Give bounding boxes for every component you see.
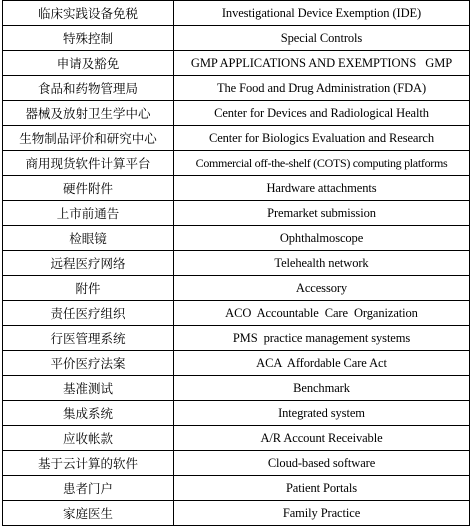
chinese-term: 附件 [3,276,174,301]
table-row [3,51,470,76]
english-term: GMP APPLICATIONS AND EXEMPTIONS GMP [174,51,470,76]
english-term: Integrated system [174,401,470,426]
table-row [3,76,470,101]
table-row [3,201,470,226]
english-term: Accessory [174,276,470,301]
chinese-term: 食品和药物管理局 [3,76,174,101]
english-term: Cloud-based software [174,451,470,476]
table-row [3,301,470,326]
english-term: A/R Account Receivable [174,426,470,451]
english-term: ACA Affordable Care Act [174,351,470,376]
english-term: ACO Accountable Care Organization [174,301,470,326]
english-term: Patient Portals [174,476,470,501]
glossary-table [2,0,470,526]
english-term: Center for Biologics Evaluation and Research [174,126,470,151]
english-term: The Food and Drug Administration (FDA) [174,76,470,101]
english-term: PMS practice management systems [174,326,470,351]
chinese-term: 商用现货软件计算平台 [3,151,174,176]
english-term: Benchmark [174,376,470,401]
table-row [3,226,470,251]
english-term: Commercial off-the-shelf (COTS) computing platforms [174,151,470,176]
table-row [3,376,470,401]
english-term: Premarket submission [174,201,470,226]
english-term: Family Practice [174,501,470,526]
chinese-term: 临床实践设备免税 [3,1,174,26]
chinese-term: 基于云计算的软件 [3,451,174,476]
table-row [3,101,470,126]
chinese-term: 集成系统 [3,401,174,426]
table-row [3,351,470,376]
english-term: Ophthalmoscope [174,226,470,251]
table-row [3,126,470,151]
chinese-term: 患者门户 [3,476,174,501]
table-row [3,326,470,351]
chinese-term: 硬件附件 [3,176,174,201]
chinese-term: 检眼镜 [3,226,174,251]
table-row [3,501,470,526]
chinese-term: 申请及豁免 [3,51,174,76]
chinese-term: 家庭医生 [3,501,174,526]
table-row [3,251,470,276]
chinese-term: 特殊控制 [3,26,174,51]
chinese-term: 应收帐款 [3,426,174,451]
table-row [3,451,470,476]
table-row [3,276,470,301]
english-term: Center for Devices and Radiological Health [174,101,470,126]
chinese-term: 器械及放射卫生学中心 [3,101,174,126]
chinese-term: 基准测试 [3,376,174,401]
table-row [3,476,470,501]
chinese-term: 生物制品评价和研究中心 [3,126,174,151]
glossary-body [3,1,470,526]
chinese-term: 远程医疗网络 [3,251,174,276]
table-row [3,401,470,426]
table-row [3,26,470,51]
english-term: Telehealth network [174,251,470,276]
chinese-term: 责任医疗组织 [3,301,174,326]
chinese-term: 上市前通告 [3,201,174,226]
english-term: Investigational Device Exemption (IDE) [174,1,470,26]
english-term: Hardware attachments [174,176,470,201]
table-row [3,176,470,201]
chinese-term: 行医管理系统 [3,326,174,351]
table-row [3,151,470,176]
table-row [3,1,470,26]
english-term: Special Controls [174,26,470,51]
chinese-term: 平价医疗法案 [3,351,174,376]
table-row [3,426,470,451]
